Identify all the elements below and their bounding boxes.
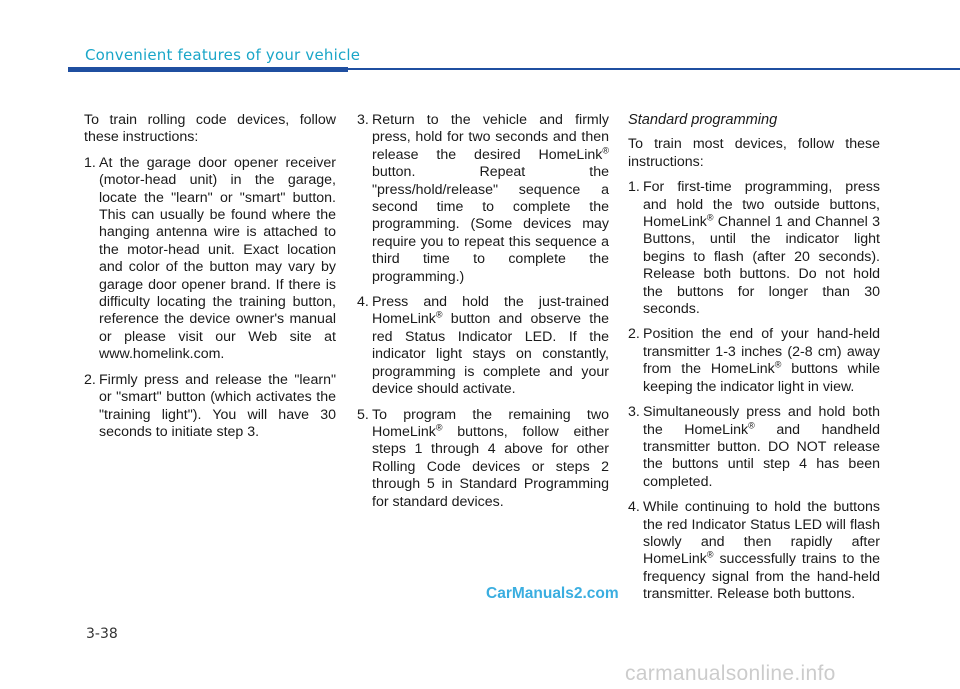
step-number: 4. [357, 294, 369, 311]
step-item [84, 155, 336, 364]
step-list [84, 155, 336, 442]
step-item [628, 404, 880, 491]
step-text-cont: and handheld transmitter button. DO NOT release the buttons until step 4 has been completed. [643, 421, 880, 490]
step-item [357, 112, 609, 286]
step-item [357, 407, 609, 511]
step-item [357, 294, 609, 398]
step-list [357, 112, 609, 511]
intro-text: To train rolling code devices, follow these instructions: [84, 112, 336, 146]
step-text-cont: buttons, follow either steps 1 through 4 above for other Rolling Code devices or steps 2 through 5 in Standard Programming for standard devices. [372, 423, 609, 510]
registered-mark: ® [602, 145, 609, 156]
step-item [628, 499, 880, 603]
column-middle [357, 112, 609, 519]
registered-mark: ® [774, 359, 782, 370]
registered-mark: ® [435, 422, 443, 433]
step-number: 4. [628, 499, 640, 516]
step-text-cont: successfully trains to the frequency signal from the hand-held transmitter. Release both buttons. [643, 551, 880, 603]
step-number: 2. [628, 326, 640, 343]
step-text: Simultaneously press and hold both the HomeLink [643, 404, 880, 438]
step-number: 2. [84, 371, 96, 388]
column-right [628, 112, 880, 612]
step-text: Press and hold the just-trained HomeLink [372, 294, 609, 328]
footer-watermark: carmanualsonline.info [625, 662, 836, 685]
step-number: 1. [84, 154, 96, 171]
step-text-cont: Channel 1 and Channel 3 Buttons, until the indicator light begins to flash (after 20 seconds). Release both buttons. Do not hold the buttons for longer than 30 seconds. [643, 214, 880, 318]
intro-text: To train most devices, follow these instructions: [628, 136, 880, 170]
step-text-cont: button. Repeat the "press/hold/release" sequence a second time to complete the programming. (Some devices may require you to repeat this sequence a third time to complete the programming.) [372, 164, 609, 285]
step-text: Position the end of your hand-held transmitter 1-3 inches (2-8 cm) away from the HomeLink [643, 326, 880, 378]
registered-mark: ® [748, 419, 755, 430]
subheading: Standard programming [628, 112, 778, 128]
section-title: Convenient features of your vehicle [85, 46, 361, 64]
watermark-link[interactable]: CarManuals2.com [486, 585, 619, 602]
header-bar-accent [68, 67, 348, 72]
step-number: 5. [357, 406, 369, 423]
page-number: 3-38 [86, 626, 118, 642]
registered-mark: ® [706, 549, 714, 560]
step-item [628, 179, 880, 318]
step-text: Firmly press and release the "learn" or "smart" button (which activates the "training light"). You will have 30 seconds to initiate step 3. [99, 371, 336, 440]
step-number: 3. [628, 404, 640, 421]
step-text: While continuing to hold the buttons the red Indicator Status LED will flash slowly and then rapidly after HomeLink [643, 499, 880, 568]
step-text-cont: button and observe the red Status Indicator LED. If the indicator light stays on constantly, programming is complete and your device should activate. [372, 311, 609, 398]
step-number: 3. [357, 112, 369, 128]
registered-mark: ® [706, 212, 714, 223]
step-text-cont: buttons while keeping the indicator light in view. [643, 361, 880, 395]
step-text: For first-time programming, press and hold the two outside buttons, HomeLink [643, 179, 880, 231]
step-number: 1. [628, 179, 640, 196]
column-left [84, 112, 336, 449]
step-text: Return to the vehicle and firmly press, hold for two seconds and then release the desired HomeLink [372, 112, 609, 163]
step-text: At the garage door opener receiver (motor-head unit) in the garage, locate the "learn" or "smart" button. This can usually be found where the hanging antenna wire is attached to the motor-head unit. Exact location and color of the button may vary by garage door opener brand. If there is difficulty locating the training button, reference the device owner's manual or please visit our Web site at www.homelink.com. [99, 154, 336, 363]
step-list [628, 179, 880, 603]
header-bar-rule [348, 68, 960, 70]
registered-mark: ® [435, 309, 443, 320]
step-text: To program the remaining two HomeLink [372, 406, 609, 440]
step-item [628, 326, 880, 396]
step-item [84, 372, 336, 442]
